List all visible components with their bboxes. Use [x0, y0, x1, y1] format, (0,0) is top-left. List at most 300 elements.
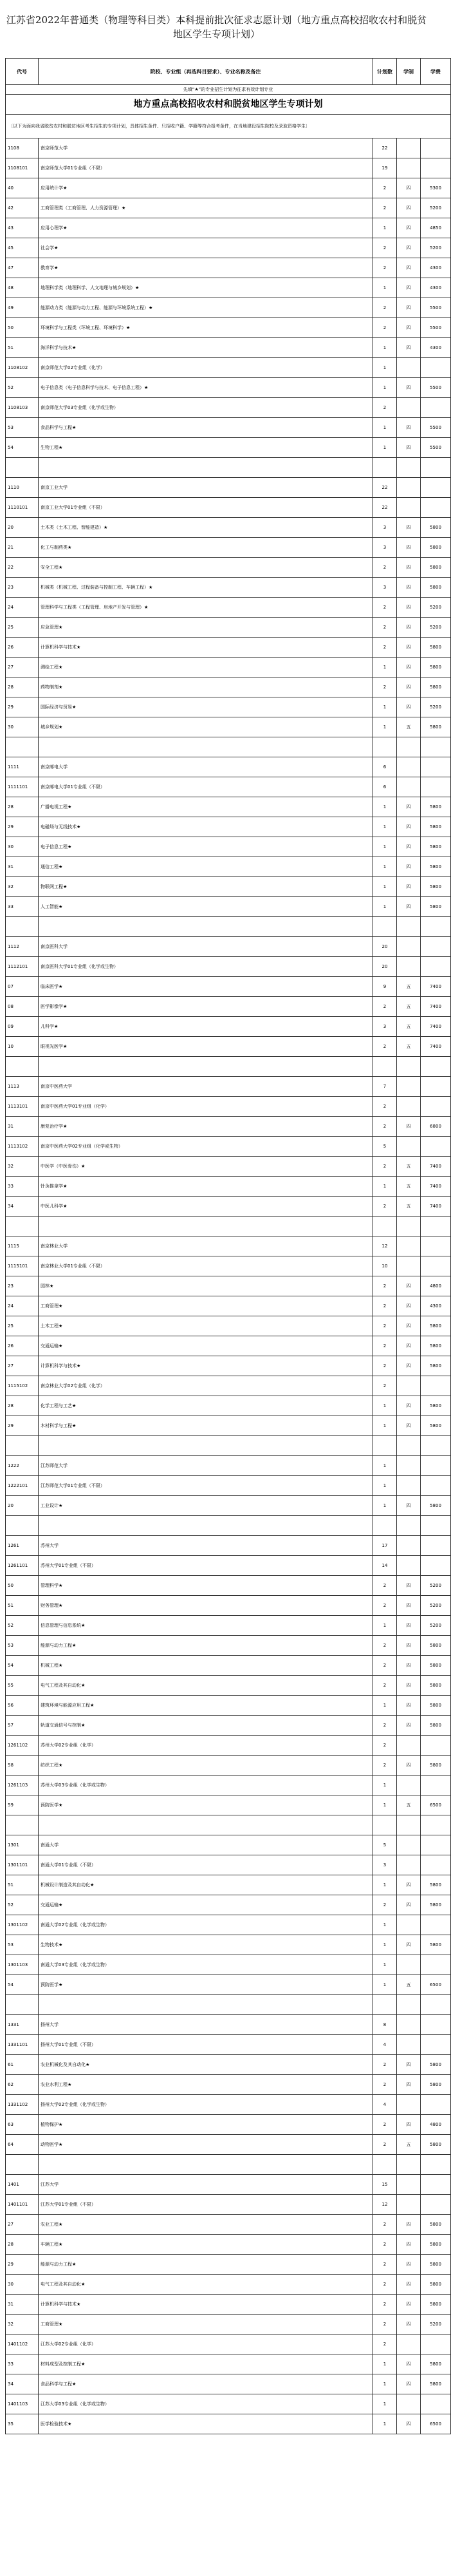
- table-row: [6, 558, 451, 578]
- cell-fee: 6800: [421, 1117, 451, 1137]
- cell-fee: 4300: [421, 338, 451, 358]
- cell-code: 1261102: [6, 1736, 39, 1756]
- cell-years: 五: [397, 1157, 421, 1177]
- cell-years: 四: [397, 1336, 421, 1356]
- cell-fee: [421, 2195, 451, 2215]
- cell-fee: 5800: [421, 1356, 451, 1376]
- cell-fee: 7400: [421, 1177, 451, 1197]
- cell-name: 中医学（中医骨伤）★: [39, 1157, 373, 1177]
- cell-code: 1113102: [6, 1137, 39, 1157]
- cell-years: 四: [397, 598, 421, 618]
- cell-years: 四: [397, 1296, 421, 1316]
- cell-years: 五: [397, 1177, 421, 1197]
- cell-fee: [421, 1217, 451, 1236]
- cell-plan: 2: [373, 258, 397, 278]
- table-row: [6, 817, 451, 837]
- cell-fee: 5800: [421, 658, 451, 677]
- cell-name: [39, 458, 373, 478]
- page-title: 江苏省2022年普通类（物理等科目类）本科提前批次征求志愿计划（地方重点高校招收农村和脱贫地区学生专项计划）: [6, 14, 427, 40]
- cell-fee: [421, 1536, 451, 1556]
- cell-fee: 5800: [421, 1316, 451, 1336]
- cell-plan: 20: [373, 937, 397, 957]
- table-row: [6, 1955, 451, 1975]
- cell-fee: [421, 458, 451, 478]
- table-row: [6, 1716, 451, 1736]
- cell-fee: 5800: [421, 2275, 451, 2295]
- cell-name: 能源动力类（能源与动力工程、能源与环境系统工程）★: [39, 298, 373, 318]
- table-row: [6, 2414, 451, 2434]
- cell-name: [39, 2155, 373, 2175]
- cell-name: 苏州大学01专业组（不限）: [39, 1556, 373, 1576]
- cell-name: [39, 737, 373, 757]
- cell-code: 1301: [6, 1835, 39, 1855]
- cell-name: 安全工程★: [39, 558, 373, 578]
- cell-fee: 5800: [421, 2255, 451, 2275]
- cell-years: 四: [397, 897, 421, 917]
- cell-fee: 5500: [421, 318, 451, 338]
- cell-plan: 3: [373, 1017, 397, 1037]
- cell-plan: 2: [373, 2275, 397, 2295]
- cell-code: 30: [6, 717, 39, 737]
- cell-fee: 5200: [421, 618, 451, 638]
- cell-code: 24: [6, 1296, 39, 1316]
- table-row: [6, 2175, 451, 2195]
- table-row: [6, 298, 451, 318]
- cell-fee: 5200: [421, 598, 451, 618]
- table-row: [6, 538, 451, 558]
- cell-plan: 1: [373, 2374, 397, 2394]
- cell-code: 34: [6, 1197, 39, 1217]
- cell-fee: 5300: [421, 178, 451, 198]
- cell-fee: 5200: [421, 198, 451, 218]
- cell-fee: [421, 777, 451, 797]
- table-row: [6, 418, 451, 438]
- cell-plan: 1: [373, 2414, 397, 2434]
- cell-years: 四: [397, 298, 421, 318]
- table-row: [6, 1815, 451, 1835]
- cell-fee: [421, 1476, 451, 1496]
- table-row: [6, 198, 451, 218]
- cell-name: 测绘工程★: [39, 658, 373, 677]
- cell-years: 四: [397, 1496, 421, 1516]
- table-row: [6, 2215, 451, 2235]
- cell-fee: 4300: [421, 278, 451, 298]
- cell-years: 四: [397, 1117, 421, 1137]
- cell-fee: 5800: [421, 1696, 451, 1716]
- table-row: [6, 458, 451, 478]
- cell-plan: 1: [373, 897, 397, 917]
- cell-code: 52: [6, 378, 39, 398]
- cell-fee: 5800: [421, 1656, 451, 1676]
- cell-years: 四: [397, 1696, 421, 1716]
- cell-name: 江苏大学03专业组（化学或生物）: [39, 2394, 373, 2414]
- table-row: [6, 1197, 451, 1217]
- cell-code: 63: [6, 2115, 39, 2135]
- cell-name: 南通大学02专业组（化学或生物）: [39, 1915, 373, 1935]
- cell-name: 材料成型及控制工程★: [39, 2354, 373, 2374]
- table-row: [6, 1117, 451, 1137]
- cell-fee: [421, 2334, 451, 2354]
- cell-fee: 5800: [421, 1636, 451, 1656]
- cell-code: 1401: [6, 2175, 39, 2195]
- cell-code: 1108103: [6, 398, 39, 418]
- table-row: [6, 398, 451, 418]
- table-row: [6, 2055, 451, 2075]
- table-row: [6, 1097, 451, 1117]
- cell-years: [397, 1376, 421, 1396]
- cell-years: [397, 1995, 421, 2015]
- cell-name: 眼视光医学★: [39, 1037, 373, 1057]
- cell-years: [397, 1776, 421, 1795]
- table-row: [6, 2255, 451, 2275]
- cell-code: 52: [6, 1895, 39, 1915]
- cell-name: 工业设计★: [39, 1496, 373, 1516]
- cell-fee: 5800: [421, 538, 451, 558]
- table-row: [6, 178, 451, 198]
- cell-plan: 1: [373, 658, 397, 677]
- cell-name: 电气工程及其自动化★: [39, 1676, 373, 1696]
- table-row: [6, 1316, 451, 1336]
- cell-fee: 5800: [421, 1336, 451, 1356]
- cell-fee: [421, 1776, 451, 1795]
- column-header-years: 学制: [397, 59, 421, 85]
- table-row: [6, 737, 451, 757]
- cell-plan: [373, 737, 397, 757]
- cell-years: 五: [397, 2135, 421, 2155]
- cell-fee: [421, 1376, 451, 1396]
- cell-plan: [373, 917, 397, 937]
- cell-plan: 2: [373, 638, 397, 658]
- cell-code: 29: [6, 817, 39, 837]
- cell-fee: 5800: [421, 578, 451, 598]
- cell-years: [397, 1097, 421, 1117]
- cell-name: 城乡规划★: [39, 717, 373, 737]
- cell-name: 物联网工程★: [39, 877, 373, 897]
- cell-name: 社会学★: [39, 238, 373, 258]
- cell-name: 计算机科学与技术★: [39, 2295, 373, 2315]
- cell-code: [6, 1815, 39, 1835]
- cell-plan: 1: [373, 817, 397, 837]
- cell-years: 四: [397, 1756, 421, 1776]
- cell-years: 四: [397, 518, 421, 538]
- cell-code: 33: [6, 2354, 39, 2374]
- cell-code: 1112: [6, 937, 39, 957]
- cell-plan: 1: [373, 1416, 397, 1436]
- table-row: [6, 2275, 451, 2295]
- cell-name: 南京工业大学01专业组（不限）: [39, 498, 373, 518]
- cell-fee: [421, 2175, 451, 2195]
- cell-plan: 2: [373, 598, 397, 618]
- cell-plan: 2: [373, 1356, 397, 1376]
- table-row: [6, 1935, 451, 1955]
- cell-fee: 7400: [421, 977, 451, 997]
- cell-code: 48: [6, 278, 39, 298]
- cell-code: 1261101: [6, 1556, 39, 1576]
- cell-code: 25: [6, 1316, 39, 1336]
- table-row: [6, 2115, 451, 2135]
- table-row: [6, 977, 451, 997]
- cell-name: 南京医科大学01专业组（化学或生物）: [39, 957, 373, 977]
- cell-fee: 5800: [421, 1416, 451, 1436]
- cell-fee: 5800: [421, 1496, 451, 1516]
- cell-years: [397, 2155, 421, 2175]
- cell-years: 五: [397, 1197, 421, 1217]
- table-row: [6, 1396, 451, 1416]
- cell-code: 29: [6, 2255, 39, 2275]
- table-row: [6, 1995, 451, 2015]
- cell-fee: 5800: [421, 2235, 451, 2255]
- cell-name: 生物技术★: [39, 1935, 373, 1955]
- cell-years: [397, 2195, 421, 2215]
- table-row: [6, 218, 451, 238]
- cell-plan: 2: [373, 2055, 397, 2075]
- cell-years: [397, 398, 421, 418]
- table-row: [6, 1336, 451, 1356]
- cell-years: [397, 2394, 421, 2414]
- cell-fee: [421, 2035, 451, 2055]
- cell-code: 61: [6, 2055, 39, 2075]
- table-row: [6, 598, 451, 618]
- table-row: [6, 1037, 451, 1057]
- cell-fee: [421, 1855, 451, 1875]
- cell-fee: 5800: [421, 2055, 451, 2075]
- cell-plan: 2: [373, 1596, 397, 1616]
- cell-name: 江苏师范大学01专业组（不限）: [39, 1476, 373, 1496]
- cell-code: 28: [6, 797, 39, 817]
- cell-name: 扬州大学01专业组（不限）: [39, 2035, 373, 2055]
- cell-name: 药物制剂★: [39, 677, 373, 697]
- table-row: [6, 1736, 451, 1756]
- cell-fee: 6500: [421, 1975, 451, 1995]
- cell-code: 28: [6, 1396, 39, 1416]
- cell-name: 电气工程及其自动化★: [39, 2275, 373, 2295]
- cell-code: [6, 737, 39, 757]
- table-row: [6, 2295, 451, 2315]
- cell-code: 62: [6, 2075, 39, 2095]
- table-row: [6, 2015, 451, 2035]
- cell-years: [397, 1137, 421, 1157]
- cell-fee: 5200: [421, 2315, 451, 2334]
- cell-name: 通信工程★: [39, 857, 373, 877]
- cell-name: 南京邮电大学01专业组（不限）: [39, 777, 373, 797]
- cell-fee: 7400: [421, 1157, 451, 1177]
- cell-plan: 1: [373, 1616, 397, 1636]
- cell-name: 机械工程★: [39, 1656, 373, 1676]
- table-row: [6, 1975, 451, 1995]
- cell-years: [397, 1077, 421, 1097]
- cell-years: 四: [397, 837, 421, 857]
- table-row: [6, 2334, 451, 2354]
- cell-name: 植物保护★: [39, 2115, 373, 2135]
- cell-code: 50: [6, 318, 39, 338]
- table-row: [6, 1656, 451, 1676]
- cell-fee: 5800: [421, 2135, 451, 2155]
- table-row: [6, 937, 451, 957]
- cell-code: 07: [6, 977, 39, 997]
- cell-code: 31: [6, 857, 39, 877]
- cell-code: 33: [6, 1177, 39, 1197]
- cell-name: 机械设计制造及其自动化★: [39, 1875, 373, 1895]
- cell-code: 50: [6, 1576, 39, 1596]
- table-row: [6, 2035, 451, 2055]
- cell-fee: 5800: [421, 677, 451, 697]
- table-row: [6, 1456, 451, 1476]
- cell-years: 四: [397, 578, 421, 598]
- cell-fee: 4800: [421, 1276, 451, 1296]
- cell-name: 南通大学03专业组（化学或生物）: [39, 1955, 373, 1975]
- cell-plan: 2: [373, 618, 397, 638]
- cell-name: 土木类（土木工程、智能建造）★: [39, 518, 373, 538]
- cell-years: 四: [397, 438, 421, 458]
- cell-plan: 22: [373, 498, 397, 518]
- cell-code: 1401103: [6, 2394, 39, 2414]
- cell-name: 预防医学★: [39, 1795, 373, 1815]
- cell-years: 四: [397, 1716, 421, 1736]
- cell-name: 广播电视工程★: [39, 797, 373, 817]
- cell-code: 40: [6, 178, 39, 198]
- cell-fee: 4300: [421, 258, 451, 278]
- cell-plan: 1: [373, 1496, 397, 1516]
- cell-code: 1108102: [6, 358, 39, 378]
- cell-name: 南京林业大学: [39, 1236, 373, 1256]
- column-header-plan: 计划数: [373, 59, 397, 85]
- cell-years: [397, 1436, 421, 1456]
- cell-fee: 7400: [421, 1017, 451, 1037]
- cell-code: 51: [6, 1596, 39, 1616]
- cell-name: 康复治疗学★: [39, 1117, 373, 1137]
- cell-name: 交通运输★: [39, 1895, 373, 1915]
- cell-plan: 1: [373, 438, 397, 458]
- cell-name: 农业工程★: [39, 2215, 373, 2235]
- cell-code: 1401102: [6, 2334, 39, 2354]
- cell-years: [397, 498, 421, 518]
- cell-fee: [421, 957, 451, 977]
- cell-years: [397, 2095, 421, 2115]
- column-header-code: 代号: [6, 59, 39, 85]
- cell-name: 苏州大学03专业组（化学或生物）: [39, 1776, 373, 1795]
- cell-plan: 14: [373, 1556, 397, 1576]
- table-row: [6, 238, 451, 258]
- cell-code: 1331: [6, 2015, 39, 2035]
- cell-years: 四: [397, 2414, 421, 2434]
- cell-name: 南京师范大学03专业组（化学或生物）: [39, 398, 373, 418]
- cell-years: 四: [397, 1935, 421, 1955]
- table-row: [6, 797, 451, 817]
- cell-fee: [421, 1077, 451, 1097]
- cell-plan: 2: [373, 2215, 397, 2235]
- cell-fee: 5200: [421, 697, 451, 717]
- cell-fee: [421, 2155, 451, 2175]
- cell-name: 医学影像学★: [39, 997, 373, 1017]
- cell-fee: 4800: [421, 2115, 451, 2135]
- table-row: [6, 1756, 451, 1776]
- cell-code: 1222101: [6, 1476, 39, 1496]
- cell-fee: [421, 1097, 451, 1117]
- cell-years: 四: [397, 857, 421, 877]
- cell-code: 54: [6, 438, 39, 458]
- cell-name: 南京中医药大学02专业组（化学或生物）: [39, 1137, 373, 1157]
- top-note: 先填“★”的专业招生计划为征求有效计划专业: [6, 85, 451, 95]
- cell-fee: 5500: [421, 418, 451, 438]
- cell-code: 35: [6, 2414, 39, 2434]
- cell-years: 四: [397, 1676, 421, 1696]
- cell-name: [39, 1217, 373, 1236]
- cell-name: [39, 1436, 373, 1456]
- cell-years: 四: [397, 2055, 421, 2075]
- cell-code: 1261: [6, 1536, 39, 1556]
- table-row: [6, 1915, 451, 1935]
- cell-years: 四: [397, 1616, 421, 1636]
- cell-plan: 2: [373, 1197, 397, 1217]
- cell-name: [39, 1516, 373, 1536]
- table-row: [6, 1436, 451, 1456]
- cell-plan: 2: [373, 298, 397, 318]
- table-row: [6, 2075, 451, 2095]
- cell-name: 南京中医药大学: [39, 1077, 373, 1097]
- cell-fee: 5800: [421, 1676, 451, 1696]
- table-row: [6, 1276, 451, 1296]
- cell-name: 农业水利工程★: [39, 2075, 373, 2095]
- cell-years: 四: [397, 1316, 421, 1336]
- cell-fee: 5800: [421, 2354, 451, 2374]
- table-row: [6, 1256, 451, 1276]
- cell-fee: 4850: [421, 218, 451, 238]
- cell-plan: 1: [373, 378, 397, 398]
- cell-plan: 1: [373, 1456, 397, 1476]
- table-row: [6, 957, 451, 977]
- table-row: [6, 1835, 451, 1855]
- cell-name: 地理科学类（地理科学、人文地理与城乡规划）★: [39, 278, 373, 298]
- cell-years: 四: [397, 1596, 421, 1616]
- cell-years: [397, 1516, 421, 1536]
- cell-fee: 5800: [421, 1875, 451, 1895]
- cell-years: 四: [397, 697, 421, 717]
- cell-name: 南京邮电大学: [39, 757, 373, 777]
- cell-plan: 1: [373, 1776, 397, 1795]
- cell-code: 34: [6, 2374, 39, 2394]
- cell-code: 29: [6, 1416, 39, 1436]
- cell-code: 53: [6, 418, 39, 438]
- cell-plan: 1: [373, 2354, 397, 2374]
- cell-years: [397, 1456, 421, 1476]
- cell-years: [397, 158, 421, 178]
- cell-plan: 2: [373, 1756, 397, 1776]
- cell-years: [397, 1236, 421, 1256]
- cell-plan: 2: [373, 1037, 397, 1057]
- cell-years: [397, 757, 421, 777]
- cell-years: [397, 1855, 421, 1875]
- cell-plan: [373, 1436, 397, 1456]
- table-row: [6, 757, 451, 777]
- cell-years: 四: [397, 2374, 421, 2394]
- cell-years: 四: [397, 2315, 421, 2334]
- cell-fee: 5800: [421, 717, 451, 737]
- cell-years: 四: [397, 218, 421, 238]
- table-row: [6, 1676, 451, 1696]
- cell-fee: 7400: [421, 1037, 451, 1057]
- cell-code: 32: [6, 1157, 39, 1177]
- cell-plan: 2: [373, 1895, 397, 1915]
- cell-fee: 5800: [421, 638, 451, 658]
- cell-plan: 1: [373, 338, 397, 358]
- cell-code: 21: [6, 538, 39, 558]
- table-row: [6, 857, 451, 877]
- cell-years: 四: [397, 318, 421, 338]
- cell-code: 33: [6, 897, 39, 917]
- table-row: [6, 1177, 451, 1197]
- table-row: [6, 1476, 451, 1496]
- cell-plan: 4: [373, 2035, 397, 2055]
